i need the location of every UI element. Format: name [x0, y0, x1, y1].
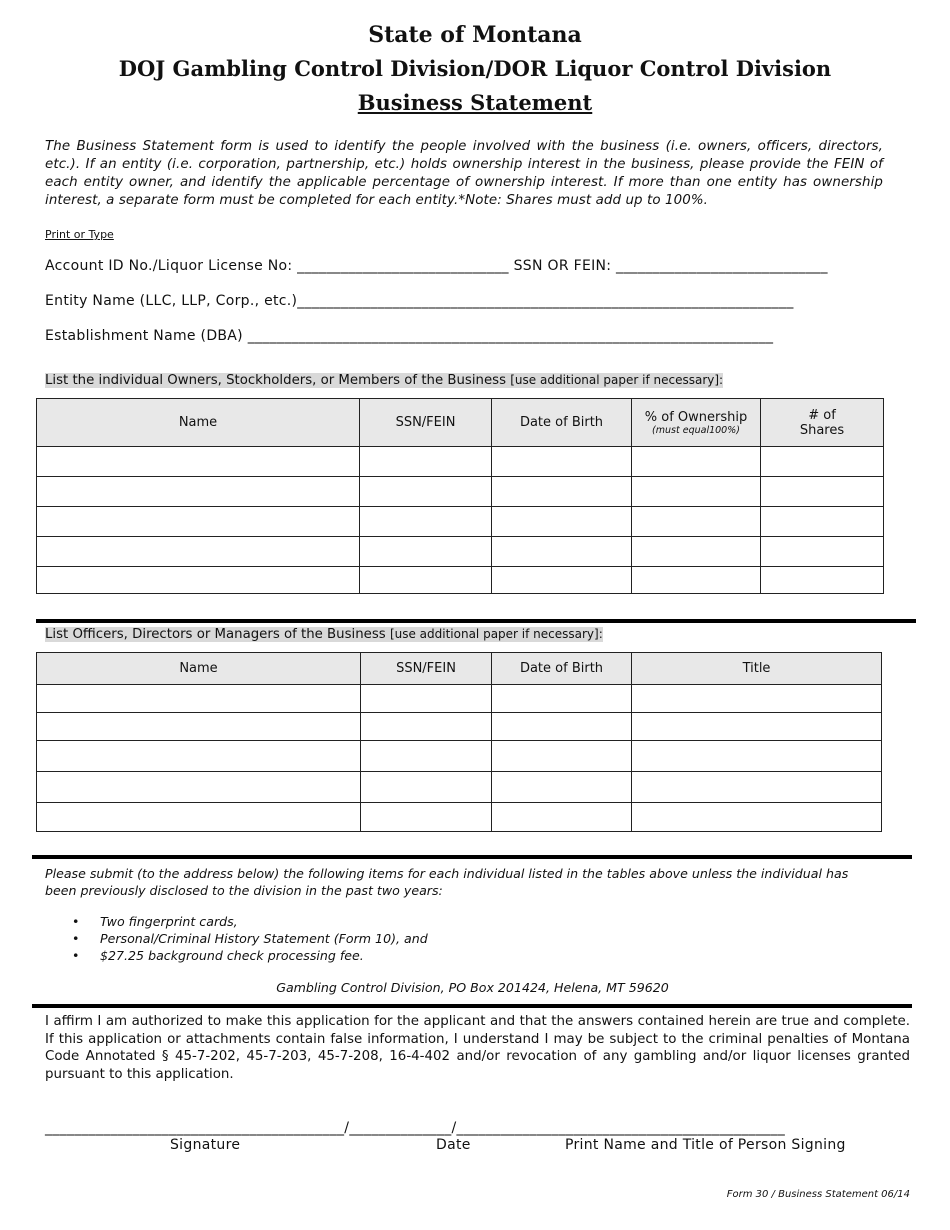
owner-ssn-cell[interactable]: [360, 507, 492, 537]
owner-shares-cell[interactable]: [761, 477, 884, 507]
form-state-title: State of Montana: [368, 22, 582, 48]
list-item: • Personal/Criminal History Statement (Form 10), and: [72, 930, 428, 947]
table-row: [37, 507, 884, 537]
officer-name-cell[interactable]: [37, 685, 361, 713]
owner-name-cell[interactable]: [37, 507, 360, 537]
mailing-address: Gambling Control Division, PO Box 201424, Helena, MT 59620: [276, 980, 669, 995]
owners-col-dob: Date of Birth: [492, 399, 632, 447]
officers-col-title: Title: [632, 653, 882, 685]
table-row: [37, 772, 882, 803]
form-title: Business Statement: [357, 90, 593, 115]
table-row: [37, 537, 884, 567]
account-id-field[interactable]: Account ID No./Liquor License No: _____________________________ SSN OR FEIN: _____________________________: [45, 258, 828, 274]
submit-instructions: Please submit (to the address below) the following items for each individual listed in the tables above unless the individual has been previously disclosed to the division in the past two years:: [45, 866, 849, 898]
owner-ownership-cell[interactable]: [632, 567, 761, 594]
officer-ssn-cell[interactable]: [361, 741, 492, 772]
owners-col-ssn: SSN/FEIN: [360, 399, 492, 447]
owners-section-label: [45, 373, 723, 388]
owner-ownership-cell[interactable]: [632, 537, 761, 567]
owners-header-row: [37, 399, 884, 447]
list-item: • Two fingerprint cards,: [72, 913, 428, 930]
officer-title-cell[interactable]: [632, 713, 882, 741]
list-item: • $27.25 background check processing fee.: [72, 947, 428, 964]
owner-name-cell[interactable]: [37, 567, 360, 594]
owner-dob-cell[interactable]: [492, 447, 632, 477]
officers-col-name: Name: [37, 653, 361, 685]
table-row: [37, 567, 884, 594]
owner-ssn-cell[interactable]: [360, 477, 492, 507]
affirmation-paragraph: I affirm I am authorized to make this application for the applicant and that the answers contained herein are true and complete. If this application or attachments contain false information, I understand I may be subject to the criminal penalties of Montana Code Annotated § 45-7-202, 45-7-203, 45-7-208, 16-4-402 and/or revocation of any gambling and/or liquor licenses granted pursuant to this application.: [45, 1014, 910, 1082]
officers-label-text: List Officers, Directors or Managers of the Business: [45, 627, 386, 642]
owner-shares-cell[interactable]: [761, 447, 884, 477]
table-row: [37, 477, 884, 507]
owner-dob-cell[interactable]: [492, 477, 632, 507]
officer-dob-cell[interactable]: [492, 713, 632, 741]
signature-line[interactable]: _________________________________________/______________/_____________________________________________: [45, 1120, 786, 1136]
ownership-header-note: (must equal100%): [652, 424, 740, 436]
owner-ssn-cell[interactable]: [360, 567, 492, 594]
officers-section-label: [45, 627, 603, 642]
officer-ssn-cell[interactable]: [361, 713, 492, 741]
officers-label-note: [use additional paper if necessary]:: [389, 627, 603, 641]
owners-label-note: [use additional paper if necessary]:: [510, 373, 724, 387]
print-name-label: Print Name and Title of Person Signing: [565, 1137, 846, 1153]
officers-col-dob: Date of Birth: [492, 653, 632, 685]
officer-dob-cell[interactable]: [492, 803, 632, 832]
owner-dob-cell[interactable]: [492, 567, 632, 594]
owner-shares-cell[interactable]: [761, 507, 884, 537]
officer-dob-cell[interactable]: [492, 685, 632, 713]
required-items-list: [72, 913, 428, 964]
date-label: Date: [436, 1137, 471, 1153]
officer-title-cell[interactable]: [632, 772, 882, 803]
table-row: [37, 685, 882, 713]
table-row: [37, 741, 882, 772]
ownership-header-text: % of Ownership: [644, 409, 748, 425]
owner-ownership-cell[interactable]: [632, 477, 761, 507]
shares-header-line2: Shares: [799, 422, 845, 438]
owner-shares-cell[interactable]: [761, 567, 884, 594]
table-row: [37, 447, 884, 477]
officer-ssn-cell[interactable]: [361, 685, 492, 713]
owner-ownership-cell[interactable]: [632, 447, 761, 477]
officers-col-ssn: SSN/FEIN: [361, 653, 492, 685]
officer-ssn-cell[interactable]: [361, 803, 492, 832]
section-divider: [32, 1004, 912, 1008]
signature-label: Signature: [170, 1137, 241, 1153]
table-row: [37, 803, 882, 832]
owner-ssn-cell[interactable]: [360, 537, 492, 567]
owner-name-cell[interactable]: [37, 477, 360, 507]
officer-dob-cell[interactable]: [492, 741, 632, 772]
owner-ownership-cell[interactable]: [632, 507, 761, 537]
owners-col-name: Name: [37, 399, 360, 447]
officer-title-cell[interactable]: [632, 803, 882, 832]
owner-dob-cell[interactable]: [492, 537, 632, 567]
owner-ssn-cell[interactable]: [360, 447, 492, 477]
owner-name-cell[interactable]: [37, 447, 360, 477]
officers-table: [36, 652, 882, 832]
owners-col-shares: [761, 399, 884, 447]
print-or-type-note: Print or Type: [45, 228, 114, 241]
owners-col-ownership: [632, 399, 761, 447]
form-division-title: DOJ Gambling Control Division/DOR Liquor Control Division: [118, 56, 832, 81]
officer-title-cell[interactable]: [632, 741, 882, 772]
officer-name-cell[interactable]: [37, 803, 361, 832]
table-row: [37, 713, 882, 741]
officer-title-cell[interactable]: [632, 685, 882, 713]
form-footer: Form 30 / Business Statement 06/14: [726, 1189, 910, 1200]
officers-header-row: [37, 653, 882, 685]
owners-table: [36, 398, 884, 594]
intro-paragraph: The Business Statement form is used to identify the people involved with the business (i.e. owners, officers, directors, etc.). If an entity (i.e. corporation, partnership, etc.) holds ownership interest in the business, please provide the FEIN of each entity owner, and identify the applicable percentage of ownership interest. If more than one entity has ownership interest, a separate form must be completed for each entity.*Note: Shares must add up to 100%.: [45, 139, 883, 208]
section-divider: [36, 619, 916, 623]
officer-dob-cell[interactable]: [492, 772, 632, 803]
section-divider: [32, 855, 912, 859]
officer-name-cell[interactable]: [37, 772, 361, 803]
entity-name-field[interactable]: Entity Name (LLC, LLP, Corp., etc.)____________________________________________________________________: [45, 293, 794, 309]
owners-label-text: List the individual Owners, Stockholders, or Members of the Business: [45, 373, 507, 388]
owner-name-cell[interactable]: [37, 537, 360, 567]
owner-dob-cell[interactable]: [492, 507, 632, 537]
establishment-name-field[interactable]: Establishment Name (DBA) ________________________________________________________________________: [45, 328, 774, 344]
shares-header-line1: # of: [808, 407, 836, 423]
officer-name-cell[interactable]: [37, 713, 361, 741]
officer-ssn-cell[interactable]: [361, 772, 492, 803]
officer-name-cell[interactable]: [37, 741, 361, 772]
owner-shares-cell[interactable]: [761, 537, 884, 567]
